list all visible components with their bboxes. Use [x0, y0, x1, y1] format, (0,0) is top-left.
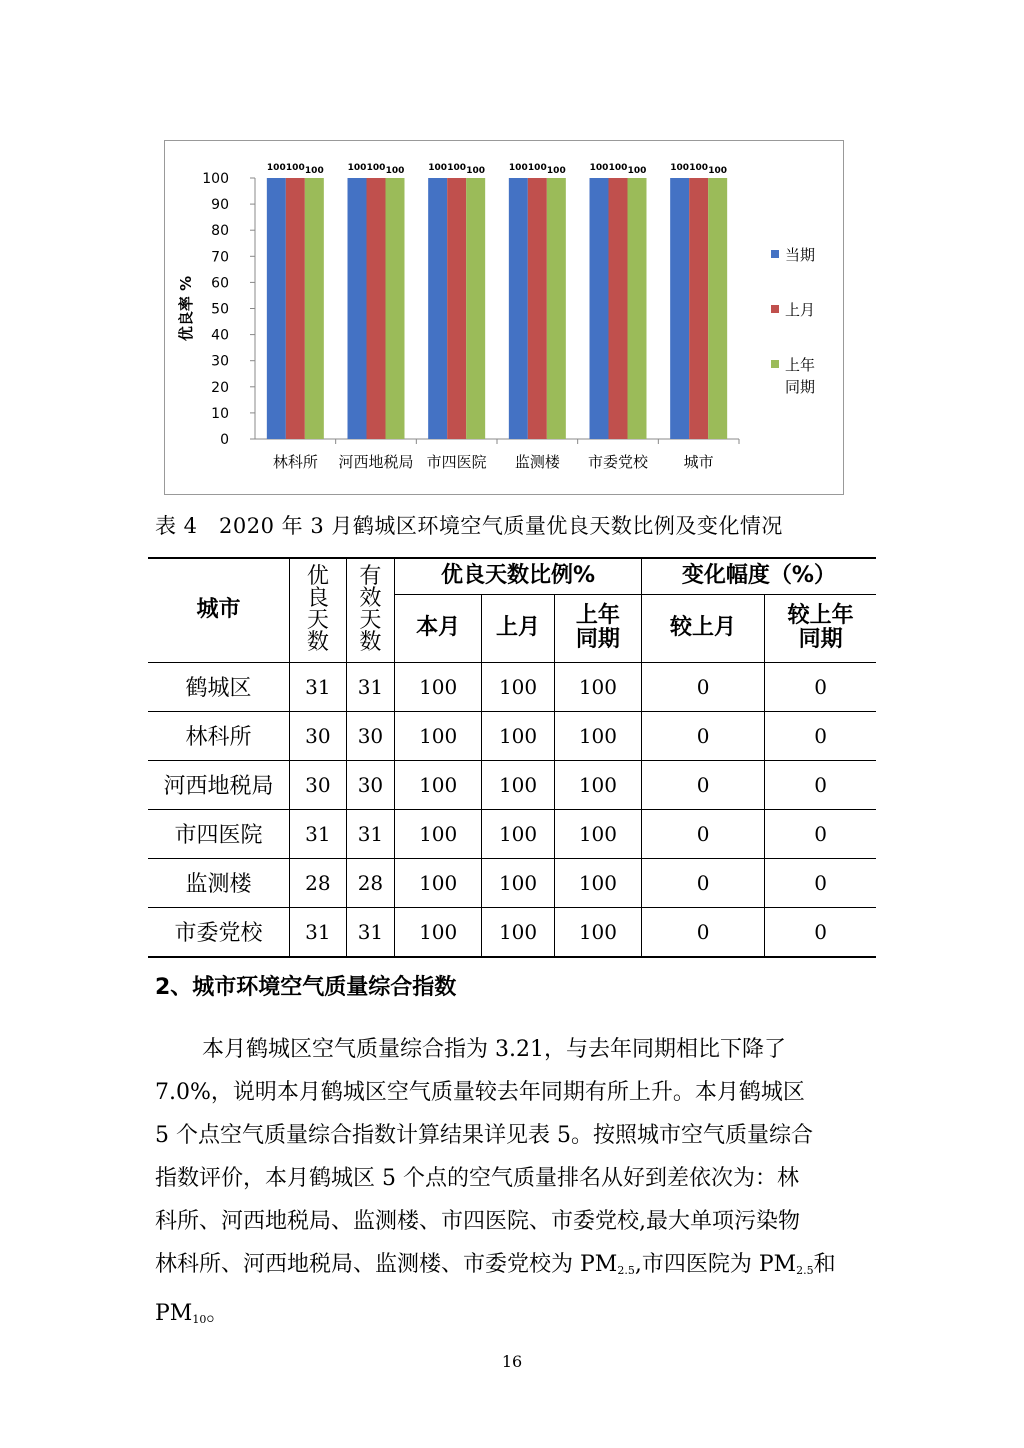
- chart-svg: [165, 141, 843, 494]
- bar: [670, 178, 689, 439]
- bar: [305, 178, 324, 439]
- table-cell: 31: [346, 907, 395, 957]
- table-cell: 0: [641, 858, 764, 907]
- legend-label: 同期: [785, 378, 816, 396]
- bar-value-label: 100: [266, 163, 286, 173]
- row-city-cell: 市委党校: [148, 907, 290, 957]
- table-row: [148, 858, 876, 907]
- table-cell: 0: [641, 809, 764, 858]
- header-last-month: 上月: [482, 594, 555, 662]
- para-text: PM: [155, 1301, 193, 1326]
- bar: [428, 178, 447, 439]
- para-line: 指数评价，本月鹤城区 5 个点的空气质量排名从好到差依次为：林: [155, 1166, 799, 1191]
- y-tick-label: 40: [211, 327, 229, 344]
- table-cell: 0: [765, 809, 876, 858]
- table-row: [148, 907, 876, 957]
- bar-chart: [164, 140, 844, 495]
- header-vs-last-year-text: 较上年 同期: [787, 603, 854, 652]
- header-city: 城市: [148, 558, 290, 662]
- table-cell: 31: [346, 662, 395, 711]
- bar-value-label: 100: [428, 163, 448, 173]
- table-row: [148, 662, 876, 711]
- para-line: [155, 1243, 875, 1292]
- y-tick-label: 100: [202, 171, 229, 187]
- table-cell: 31: [290, 809, 347, 858]
- bar-value-label: 100: [304, 166, 324, 176]
- legend-swatch: [771, 360, 779, 368]
- table-cell: 100: [554, 858, 641, 907]
- header-last-year: [554, 594, 641, 662]
- bar-value-label: 100: [466, 166, 486, 176]
- body-paragraph: [155, 1028, 875, 1341]
- bar-value-label: 100: [527, 163, 547, 173]
- table-cell: 31: [290, 662, 347, 711]
- row-city-cell: 林科所: [148, 711, 290, 760]
- y-tick-label: 80: [211, 223, 229, 240]
- header-last-year-text: 上年 同期: [575, 603, 620, 652]
- table-cell: 100: [554, 907, 641, 957]
- para-line: 本月鹤城区空气质量综合指为 3.21，与去年同期相比下降了: [202, 1037, 786, 1062]
- subscript: 2.5: [796, 1264, 814, 1277]
- legend-swatch: [771, 305, 779, 313]
- table-cell: 31: [346, 809, 395, 858]
- subscript: 2.5: [617, 1264, 635, 1277]
- table-cell: 0: [765, 711, 876, 760]
- bar: [267, 178, 286, 439]
- bar-value-label: 100: [385, 166, 405, 176]
- table-cell: 28: [290, 858, 347, 907]
- table-cell: 0: [641, 662, 764, 711]
- para-line: 科所、河西地税局、监测楼、市四医院、市委党校,最大单项污染物: [155, 1209, 800, 1234]
- table-row: [148, 760, 876, 809]
- header-change-group: 变化幅度（%）: [641, 558, 876, 594]
- table-cell: 100: [482, 809, 555, 858]
- data-table: [148, 557, 876, 958]
- legend-label: 当期: [785, 246, 816, 264]
- table-cell: 0: [641, 907, 764, 957]
- table-cell: 100: [482, 711, 555, 760]
- para-text: 林科所、河西地税局、监测楼、市委党校为 PM: [155, 1252, 618, 1277]
- table-cell: 100: [554, 809, 641, 858]
- table-cell: 100: [395, 809, 482, 858]
- y-tick-label: 70: [211, 249, 229, 266]
- table-cell: 31: [290, 907, 347, 957]
- header-valid-days: [346, 558, 395, 662]
- header-good-days-text: 优 良 天 数: [306, 564, 329, 656]
- table-cell: 100: [554, 760, 641, 809]
- table-body: [148, 662, 876, 957]
- table-cell: 30: [346, 711, 395, 760]
- x-tick-label: 市四医院: [426, 453, 487, 471]
- bar-value-label: 100: [627, 166, 647, 176]
- bar-value-label: 100: [546, 166, 566, 176]
- para-line: 5 个点空气质量综合指数计算结果详见表 5。按照城市空气质量综合: [155, 1123, 813, 1148]
- legend-swatch: [771, 250, 779, 258]
- x-tick-label: 河西地税局: [338, 453, 414, 471]
- subscript: 10: [192, 1313, 207, 1326]
- header-valid-days-text: 有 效 天 数: [359, 564, 382, 656]
- table-cell: 28: [346, 858, 395, 907]
- row-city-cell: 河西地税局: [148, 760, 290, 809]
- y-tick-label: 20: [211, 379, 229, 396]
- table-cell: 100: [482, 858, 555, 907]
- para-line: [155, 1292, 875, 1341]
- bar: [590, 178, 609, 439]
- x-tick-label: 城市: [683, 453, 714, 471]
- table-cell: 100: [482, 907, 555, 957]
- table-cell: 0: [765, 662, 876, 711]
- y-tick-label: 50: [211, 301, 229, 318]
- legend-label: 上月: [785, 301, 816, 319]
- header-vs-last-month: 较上月: [641, 594, 764, 662]
- table-cell: 100: [395, 711, 482, 760]
- bar-value-label: 100: [347, 163, 367, 173]
- para-text: 和: [813, 1252, 836, 1277]
- bar: [447, 178, 466, 439]
- bar-value-label: 100: [508, 163, 528, 173]
- table-cell: 100: [554, 711, 641, 760]
- bar-value-label: 100: [608, 163, 628, 173]
- row-city-cell: 市四医院: [148, 809, 290, 858]
- table-cell: 0: [765, 760, 876, 809]
- bar: [528, 178, 547, 439]
- bar-value-label: 100: [447, 163, 467, 173]
- y-tick-label: 30: [211, 353, 229, 370]
- bar: [466, 178, 485, 439]
- table-row: [148, 809, 876, 858]
- page-number: 16: [501, 1352, 523, 1371]
- bar: [547, 178, 566, 439]
- bar-value-label: 100: [366, 163, 386, 173]
- para-text: ,市四医院为 PM: [634, 1252, 797, 1277]
- table-cell: 0: [641, 760, 764, 809]
- bar: [628, 178, 647, 439]
- bar: [386, 178, 405, 439]
- header-this-month: 本月: [395, 594, 482, 662]
- y-tick-label: 90: [211, 197, 229, 214]
- table-cell: 100: [395, 662, 482, 711]
- table-cell: 100: [482, 662, 555, 711]
- table-cell: 100: [395, 760, 482, 809]
- row-city-cell: 监测楼: [148, 858, 290, 907]
- header-ratio-group: 优良天数比例%: [395, 558, 642, 594]
- x-tick-label: 市委党校: [587, 453, 649, 471]
- table-cell: 0: [765, 858, 876, 907]
- bar-value-label: 100: [689, 163, 709, 173]
- bar: [509, 178, 528, 439]
- bar: [286, 178, 305, 439]
- header-vs-last-year: [765, 594, 876, 662]
- y-axis-title: 优良率 %: [177, 275, 195, 342]
- y-tick-label: 0: [220, 432, 229, 448]
- table-cell: 30: [290, 760, 347, 809]
- row-city-cell: 鹤城区: [148, 662, 290, 711]
- table-cell: 30: [290, 711, 347, 760]
- table-cell: 30: [346, 760, 395, 809]
- table-cell: 0: [765, 907, 876, 957]
- bar: [609, 178, 628, 439]
- header-good-days: [290, 558, 347, 662]
- table-cell: 100: [395, 858, 482, 907]
- table-cell: 100: [554, 662, 641, 711]
- bar: [348, 178, 367, 439]
- y-tick-label: 60: [211, 275, 229, 292]
- section-heading: 2、城市环境空气质量综合指数: [155, 975, 457, 1000]
- bar-value-label: 100: [589, 163, 609, 173]
- bar-value-label: 100: [670, 163, 690, 173]
- bar-value-label: 100: [708, 166, 728, 176]
- table-cell: 100: [395, 907, 482, 957]
- x-tick-label: 林科所: [272, 453, 318, 471]
- table-caption: 表 4 2020 年 3 月鹤城区环境空气质量优良天数比例及变化情况: [155, 514, 783, 538]
- y-tick-label: 10: [211, 405, 229, 422]
- bar: [708, 178, 727, 439]
- para-line: 7.0%，说明本月鹤城区空气质量较去年同期有所上升。本月鹤城区: [155, 1080, 805, 1105]
- x-tick-label: 监测楼: [514, 453, 560, 471]
- bar-value-label: 100: [285, 163, 305, 173]
- legend-label: 上年: [785, 356, 816, 374]
- bar: [689, 178, 708, 439]
- table-cell: 100: [482, 760, 555, 809]
- table-row: [148, 711, 876, 760]
- table-cell: 0: [641, 711, 764, 760]
- bar: [367, 178, 386, 439]
- para-text: 。: [206, 1301, 229, 1326]
